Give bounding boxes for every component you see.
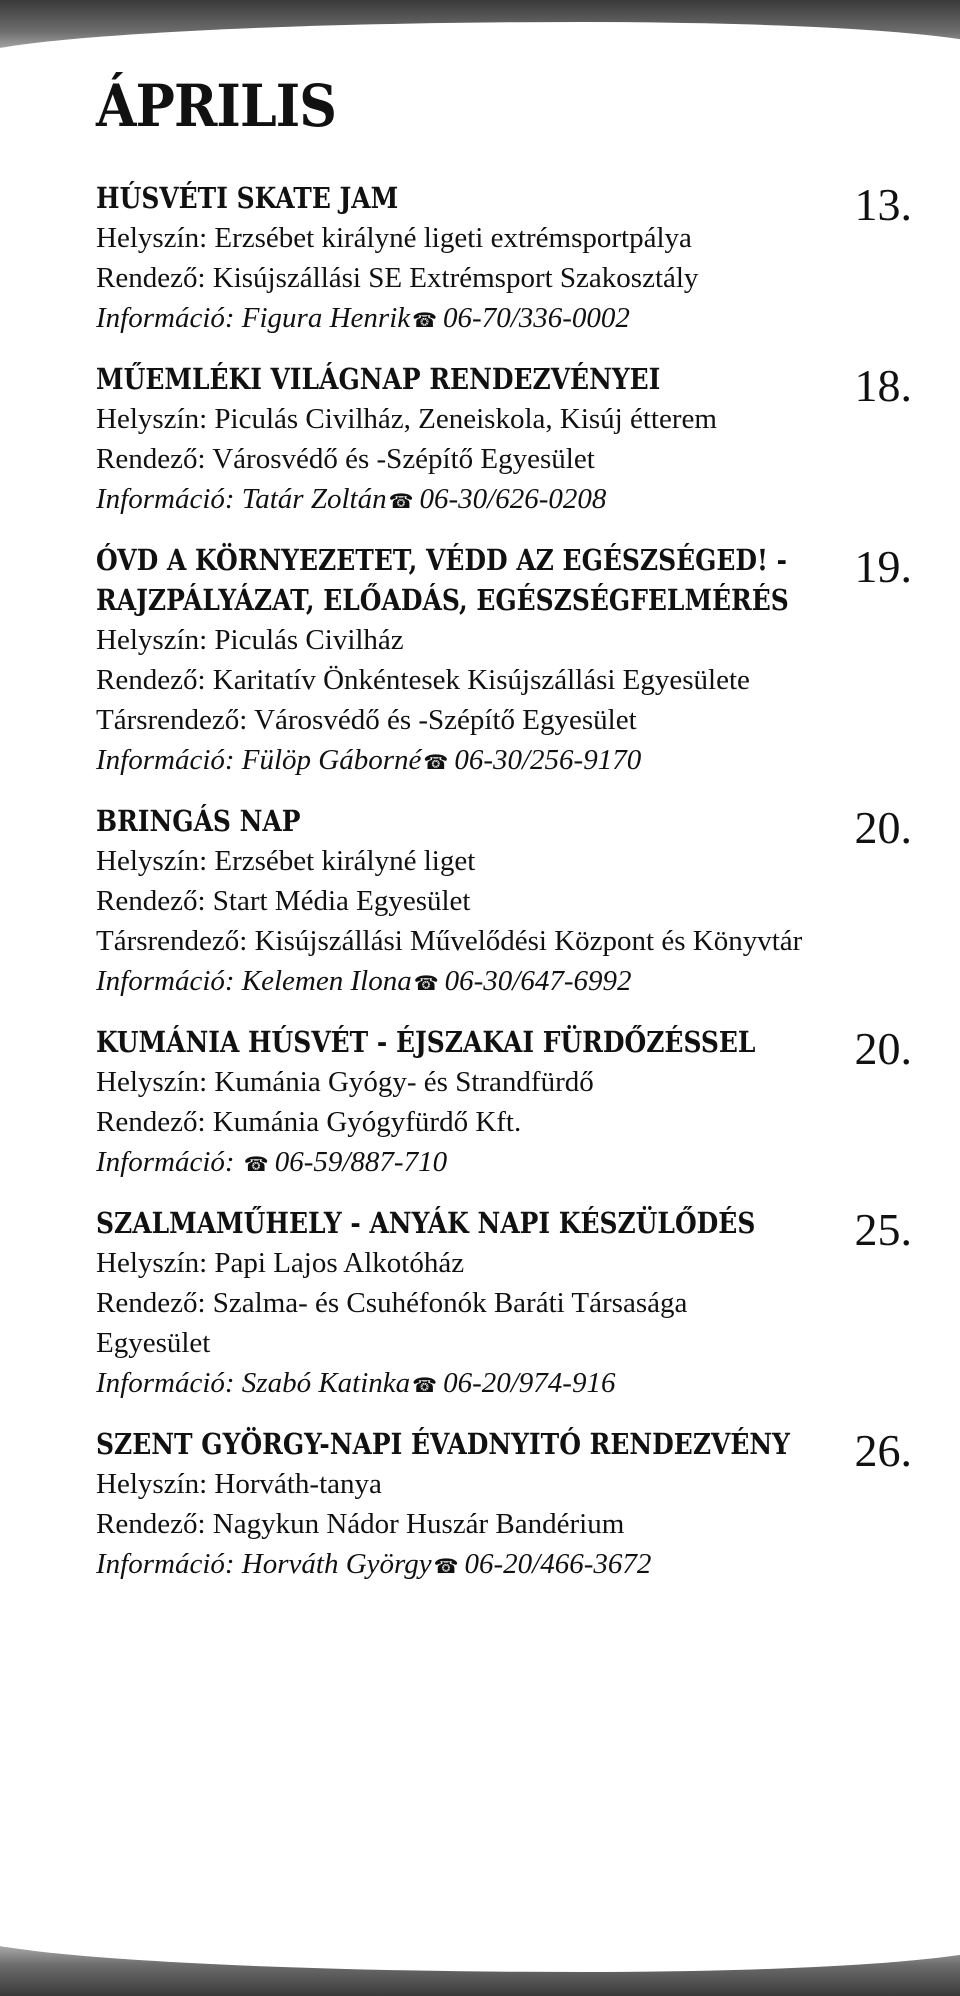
event-title-line: KUMÁNIA HÚSVÉT - ÉJSZAKAI FÜRDŐZÉSSEL — [96, 1025, 756, 1059]
event-title — [96, 178, 758, 218]
event-entry — [96, 1203, 936, 1406]
phone-icon: ☎ — [413, 973, 439, 995]
event-info-line — [96, 961, 836, 1004]
info-phone: 06-20/974-916 — [443, 1367, 616, 1399]
event-title-line: BRINGÁS NAP — [96, 804, 301, 838]
info-phone: 06-20/466-3672 — [464, 1548, 652, 1580]
event-title-line: SZALMAMŰHELY - ANYÁK NAPI KÉSZÜLŐDÉS — [96, 1206, 756, 1240]
info-label: Információ: — [96, 1146, 235, 1178]
event-detail-line: Rendező: Szalma- és Csuhéfonók Baráti Társasága — [96, 1287, 688, 1319]
info-contact-name: Tatár Zoltán — [241, 483, 387, 515]
event-detail-line: Rendező: Kumánia Gyógyfürdő Kft. — [96, 1106, 522, 1138]
info-contact-name: Fülöp Gáborné — [241, 744, 422, 776]
event-entry — [96, 359, 936, 522]
phone-icon: ☎ — [412, 1375, 438, 1397]
event-entry — [96, 178, 936, 341]
event-detail-line: Rendező: Városvédő és -Szépítő Egyesület — [96, 443, 595, 475]
event-title-line: MŰEMLÉKI VILÁGNAP RENDEZVÉNYEI — [96, 362, 661, 396]
info-phone: 06-70/336-0002 — [443, 302, 630, 334]
info-label: Információ: — [96, 965, 235, 997]
event-detail-line: Rendező: Start Média Egyesület — [96, 885, 471, 917]
event-title-line: RAJZPÁLYÁZAT, ELŐADÁS, EGÉSZSÉGFELMÉRÉS — [96, 583, 789, 617]
info-label: Információ: — [96, 302, 235, 334]
event-entry — [96, 1022, 936, 1185]
event-title — [96, 1022, 758, 1062]
event-detail-line: Helyszín: Erzsébet királyné ligeti extrémsportpálya — [96, 222, 692, 254]
info-contact-name: Horváth György — [241, 1548, 432, 1580]
info-contact-name: Kelemen Ilona — [241, 965, 412, 997]
event-entry — [96, 801, 936, 1004]
info-contact-name: Szabó Katinka — [241, 1367, 411, 1399]
event-title — [96, 359, 758, 399]
info-phone: 06-30/647-6992 — [444, 965, 632, 997]
event-day: 18. — [854, 360, 912, 411]
event-detail-line: Helyszín: Papi Lajos Alkotóház — [96, 1247, 465, 1279]
info-phone: 06-30/626-0208 — [419, 483, 607, 515]
event-day: 26. — [854, 1425, 912, 1476]
event-detail-line: Rendező: Karitatív Önkéntesek Kisújszállási Egyesülete — [96, 664, 750, 696]
info-phone: 06-30/256-9170 — [454, 744, 642, 776]
event-detail-line: Helyszín: Erzsébet királyné liget — [96, 845, 476, 877]
info-label: Információ: — [96, 483, 235, 515]
event-entry — [96, 540, 936, 783]
event-entry — [96, 1424, 936, 1587]
event-title — [96, 1203, 758, 1243]
info-label: Információ: — [96, 1367, 235, 1399]
info-label: Információ: — [96, 744, 235, 776]
event-info-line — [96, 740, 836, 783]
info-phone: 06-59/887-710 — [274, 1146, 448, 1178]
event-detail-line: Rendező: Kisújszállási SE Extrémsport Szakosztály — [96, 262, 699, 294]
phone-icon: ☎ — [433, 1556, 459, 1578]
event-detail-line: Társrendező: Városvédő és -Szépítő Egyesület — [96, 704, 637, 736]
event-info-line — [96, 1544, 836, 1587]
month-title: ÁPRILIS — [96, 72, 337, 140]
event-info-line — [96, 1142, 836, 1185]
event-detail-line: Helyszín: Horváth-tanya — [96, 1468, 382, 1500]
event-list — [96, 178, 936, 1605]
phone-icon: ☎ — [388, 491, 414, 513]
event-title — [96, 1424, 790, 1464]
event-detail-line: Rendező: Nagykun Nádor Huszár Bandérium — [96, 1508, 625, 1540]
info-label: Információ: — [96, 1548, 235, 1580]
event-info-line — [96, 1363, 836, 1406]
event-day: 20. — [854, 802, 912, 853]
phone-icon: ☎ — [423, 752, 449, 774]
phone-icon: ☎ — [412, 310, 438, 332]
event-detail-line: Társrendező: Kisújszállási Művelődési Központ és Könyvtár — [96, 925, 803, 957]
event-title — [96, 540, 789, 620]
event-title — [96, 801, 758, 841]
event-detail-line: Helyszín: Kumánia Gyógy- és Strandfürdő — [96, 1066, 594, 1098]
event-day: 25. — [854, 1204, 912, 1255]
info-contact-name: Figura Henrik — [241, 302, 411, 334]
event-info-line — [96, 298, 836, 341]
event-info-line — [96, 479, 836, 522]
event-detail-line: Egyesület — [96, 1327, 211, 1359]
event-title-line: HÚSVÉTI SKATE JAM — [96, 181, 399, 215]
event-day: 13. — [854, 179, 912, 230]
event-detail-line: Helyszín: Piculás Civilház, Zeneiskola, Kisúj étterem — [96, 403, 717, 435]
event-day: 20. — [854, 1023, 912, 1074]
phone-icon: ☎ — [243, 1154, 269, 1176]
event-title-line: SZENT GYÖRGY-NAPI ÉVADNYITÓ RENDEZVÉNY — [96, 1427, 790, 1461]
event-detail-line: Helyszín: Piculás Civilház — [96, 624, 404, 656]
event-day: 19. — [854, 541, 912, 592]
bottom-band-swoosh — [0, 1892, 960, 1972]
event-title-line: ÓVD A KÖRNYEZETET, VÉDD AZ EGÉSZSÉGED! - — [96, 543, 788, 577]
